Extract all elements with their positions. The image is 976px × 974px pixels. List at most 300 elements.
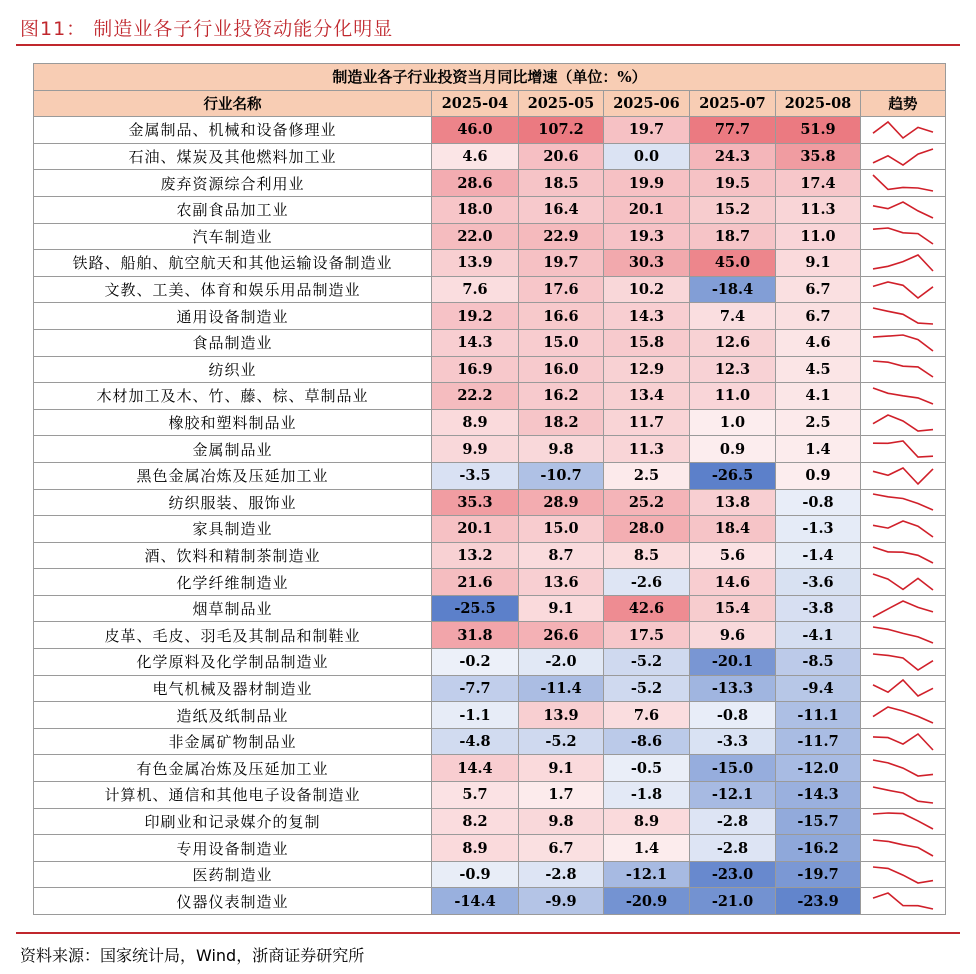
value-cell: -12.1 xyxy=(690,782,776,809)
value-cell: 0.0 xyxy=(604,143,690,170)
value-cell: -0.9 xyxy=(432,861,519,888)
value-cell: -4.8 xyxy=(432,728,519,755)
table-row xyxy=(34,728,946,755)
value-cell: -2.8 xyxy=(690,808,776,835)
value-cell: 18.2 xyxy=(519,409,604,436)
value-cell: 107.2 xyxy=(519,117,604,144)
sparkline-chart xyxy=(871,492,935,512)
value-cell: 26.6 xyxy=(519,622,604,649)
value-cell: 21.6 xyxy=(432,569,519,596)
sparkline-line xyxy=(873,228,933,244)
trend-sparkline xyxy=(861,489,946,516)
value-cell: 14.6 xyxy=(690,569,776,596)
industry-name: 金属制品、机械和设备修理业 xyxy=(34,117,432,144)
value-cell: 6.7 xyxy=(776,276,861,303)
value-cell: 16.0 xyxy=(519,356,604,383)
table-row xyxy=(34,489,946,516)
value-cell: 13.6 xyxy=(519,569,604,596)
trend-sparkline xyxy=(861,383,946,410)
value-cell: 13.2 xyxy=(432,542,519,569)
industry-name: 金属制品业 xyxy=(34,436,432,463)
value-cell: 24.3 xyxy=(690,143,776,170)
industry-name: 废弃资源综合利用业 xyxy=(34,170,432,197)
table-row xyxy=(34,835,946,862)
value-cell: 22.9 xyxy=(519,223,604,250)
value-cell: 17.5 xyxy=(604,622,690,649)
industry-name: 计算机、通信和其他电子设备制造业 xyxy=(34,782,432,809)
sparkline-chart xyxy=(871,120,935,140)
value-cell: 9.8 xyxy=(519,436,604,463)
sparkline-line xyxy=(873,840,933,856)
value-cell: -9.4 xyxy=(776,675,861,702)
value-cell: 19.7 xyxy=(604,117,690,144)
header-month: 2025-07 xyxy=(690,90,776,117)
industry-name: 酒、饮料和精制茶制造业 xyxy=(34,542,432,569)
value-cell: -1.1 xyxy=(432,702,519,729)
value-cell: 2.5 xyxy=(776,409,861,436)
sparkline-chart xyxy=(871,519,935,539)
sparkline-line xyxy=(873,787,933,803)
value-cell: 8.9 xyxy=(604,808,690,835)
table-row xyxy=(34,409,946,436)
value-cell: 8.7 xyxy=(519,542,604,569)
sparkline-chart xyxy=(871,200,935,220)
sparkline-chart xyxy=(871,413,935,433)
trend-sparkline xyxy=(861,409,946,436)
value-cell: 1.0 xyxy=(690,409,776,436)
value-cell: -5.2 xyxy=(519,728,604,755)
industry-name: 皮革、毛皮、羽毛及其制品和制鞋业 xyxy=(34,622,432,649)
value-cell: 13.4 xyxy=(604,383,690,410)
sparkline-chart xyxy=(871,838,935,858)
trend-sparkline xyxy=(861,782,946,809)
value-cell: 10.2 xyxy=(604,276,690,303)
table-row xyxy=(34,356,946,383)
sparkline-chart xyxy=(871,226,935,246)
title-rule xyxy=(16,44,960,46)
value-cell: 13.9 xyxy=(519,702,604,729)
value-cell: 18.4 xyxy=(690,516,776,543)
sparkline-line xyxy=(873,760,933,776)
value-cell: 20.1 xyxy=(604,196,690,223)
value-cell: -3.5 xyxy=(432,462,519,489)
value-cell: 16.6 xyxy=(519,303,604,330)
value-cell: -12.1 xyxy=(604,861,690,888)
sparkline-line xyxy=(873,388,933,404)
value-cell: -1.8 xyxy=(604,782,690,809)
industry-name: 有色金属冶炼及压延加工业 xyxy=(34,755,432,782)
table-row xyxy=(34,143,946,170)
value-cell: -9.9 xyxy=(519,888,604,915)
value-cell: 15.8 xyxy=(604,329,690,356)
value-cell: 16.2 xyxy=(519,383,604,410)
value-cell: 8.9 xyxy=(432,409,519,436)
industry-name: 木材加工及木、竹、藤、棕、草制品业 xyxy=(34,383,432,410)
value-cell: 20.6 xyxy=(519,143,604,170)
value-cell: 19.3 xyxy=(604,223,690,250)
table-row xyxy=(34,755,946,782)
value-cell: 0.9 xyxy=(776,462,861,489)
trend-sparkline xyxy=(861,356,946,383)
sparkline-line xyxy=(873,494,933,510)
sparkline-line xyxy=(873,202,933,218)
sparkline-line xyxy=(873,441,933,457)
value-cell: 1.4 xyxy=(604,835,690,862)
sparkline-line xyxy=(873,361,933,377)
table-row xyxy=(34,569,946,596)
header-month: 2025-05 xyxy=(519,90,604,117)
value-cell: 15.0 xyxy=(519,329,604,356)
industry-name: 文教、工美、体育和娱乐用品制造业 xyxy=(34,276,432,303)
sparkline-line xyxy=(873,601,933,617)
value-cell: 19.5 xyxy=(690,170,776,197)
value-cell: 18.0 xyxy=(432,196,519,223)
trend-sparkline xyxy=(861,755,946,782)
value-cell: 7.4 xyxy=(690,303,776,330)
trend-sparkline xyxy=(861,569,946,596)
table-row xyxy=(34,462,946,489)
sparkline-chart xyxy=(871,599,935,619)
table-row xyxy=(34,782,946,809)
value-cell: -2.0 xyxy=(519,649,604,676)
value-cell: -20.9 xyxy=(604,888,690,915)
value-cell: 28.6 xyxy=(432,170,519,197)
sparkline-chart xyxy=(871,545,935,565)
value-cell: 8.9 xyxy=(432,835,519,862)
value-cell: 8.2 xyxy=(432,808,519,835)
industry-name: 黑色金属冶炼及压延加工业 xyxy=(34,462,432,489)
sparkline-line xyxy=(873,734,933,750)
value-cell: 18.5 xyxy=(519,170,604,197)
table-row xyxy=(34,223,946,250)
industry-name: 医药制造业 xyxy=(34,861,432,888)
value-cell: 17.6 xyxy=(519,276,604,303)
value-cell: 5.6 xyxy=(690,542,776,569)
value-cell: -21.0 xyxy=(690,888,776,915)
value-cell: -12.0 xyxy=(776,755,861,782)
sparkline-chart xyxy=(871,678,935,698)
value-cell: 15.4 xyxy=(690,595,776,622)
value-cell: -11.4 xyxy=(519,675,604,702)
sparkline-chart xyxy=(871,732,935,752)
sparkline-chart xyxy=(871,758,935,778)
sparkline-chart xyxy=(871,280,935,300)
value-cell: 5.7 xyxy=(432,782,519,809)
trend-sparkline xyxy=(861,808,946,835)
sparkline-chart xyxy=(871,333,935,353)
value-cell: -3.3 xyxy=(690,728,776,755)
value-cell: 19.9 xyxy=(604,170,690,197)
header-industry: 行业名称 xyxy=(34,90,432,117)
trend-sparkline xyxy=(861,649,946,676)
trend-sparkline xyxy=(861,888,946,915)
value-cell: 14.3 xyxy=(604,303,690,330)
table-row xyxy=(34,861,946,888)
trend-sparkline xyxy=(861,622,946,649)
value-cell: 12.6 xyxy=(690,329,776,356)
sparkline-chart xyxy=(871,147,935,167)
value-cell: -25.5 xyxy=(432,595,519,622)
value-cell: 4.6 xyxy=(432,143,519,170)
table-row xyxy=(34,516,946,543)
sparkline-line xyxy=(873,175,933,191)
table-row xyxy=(34,383,946,410)
sparkline-line xyxy=(873,547,933,563)
trend-sparkline xyxy=(861,835,946,862)
industry-name: 铁路、船舶、航空航天和其他运输设备制造业 xyxy=(34,250,432,277)
table-row xyxy=(34,250,946,277)
value-cell: 28.9 xyxy=(519,489,604,516)
industry-name: 石油、煤炭及其他燃料加工业 xyxy=(34,143,432,170)
value-cell: -16.2 xyxy=(776,835,861,862)
value-cell: 6.7 xyxy=(776,303,861,330)
sparkline-line xyxy=(873,574,933,590)
sparkline-chart xyxy=(871,466,935,486)
value-cell: 15.0 xyxy=(519,516,604,543)
trend-sparkline xyxy=(861,303,946,330)
trend-sparkline xyxy=(861,702,946,729)
table-row xyxy=(34,888,946,915)
value-cell: -0.2 xyxy=(432,649,519,676)
sparkline-line xyxy=(873,867,933,883)
value-cell: 9.8 xyxy=(519,808,604,835)
industry-name: 仪器仪表制造业 xyxy=(34,888,432,915)
source-note: 资料来源：国家统计局，Wind，浙商证券研究所 xyxy=(20,946,365,965)
table-caption: 制造业各子行业投资当月同比增速（单位：%） xyxy=(34,64,946,91)
trend-sparkline xyxy=(861,436,946,463)
value-cell: 11.7 xyxy=(604,409,690,436)
value-cell: -0.5 xyxy=(604,755,690,782)
sparkline-line xyxy=(873,255,933,271)
table-row xyxy=(34,276,946,303)
value-cell: 11.0 xyxy=(690,383,776,410)
value-cell: -2.8 xyxy=(690,835,776,862)
industry-name: 电气机械及器材制造业 xyxy=(34,675,432,702)
value-cell: 77.7 xyxy=(690,117,776,144)
table-row xyxy=(34,595,946,622)
value-cell: 51.9 xyxy=(776,117,861,144)
sparkline-line xyxy=(873,813,933,829)
sparkline-line xyxy=(873,415,933,431)
value-cell: 13.9 xyxy=(432,250,519,277)
table-row xyxy=(34,675,946,702)
value-cell: -23.9 xyxy=(776,888,861,915)
value-cell: -0.8 xyxy=(776,489,861,516)
industry-name: 通用设备制造业 xyxy=(34,303,432,330)
value-cell: 20.1 xyxy=(432,516,519,543)
value-cell: -2.6 xyxy=(604,569,690,596)
sparkline-line xyxy=(873,122,933,138)
trend-sparkline xyxy=(861,516,946,543)
trend-sparkline xyxy=(861,595,946,622)
industry-name: 化学纤维制造业 xyxy=(34,569,432,596)
trend-sparkline xyxy=(861,675,946,702)
trend-sparkline xyxy=(861,117,946,144)
trend-sparkline xyxy=(861,542,946,569)
value-cell: 28.0 xyxy=(604,516,690,543)
value-cell: 1.7 xyxy=(519,782,604,809)
value-cell: -7.7 xyxy=(432,675,519,702)
sparkline-line xyxy=(873,680,933,696)
sparkline-chart xyxy=(871,705,935,725)
value-cell: 4.1 xyxy=(776,383,861,410)
value-cell: 30.3 xyxy=(604,250,690,277)
value-cell: 9.9 xyxy=(432,436,519,463)
sparkline-chart xyxy=(871,359,935,379)
industry-name: 造纸及纸制品业 xyxy=(34,702,432,729)
value-cell: 25.2 xyxy=(604,489,690,516)
sparkline-chart xyxy=(871,439,935,459)
sparkline-chart xyxy=(871,173,935,193)
table-row xyxy=(34,808,946,835)
industry-name: 专用设备制造业 xyxy=(34,835,432,862)
trend-sparkline xyxy=(861,196,946,223)
value-cell: -11.7 xyxy=(776,728,861,755)
value-cell: -0.8 xyxy=(690,702,776,729)
table-row xyxy=(34,196,946,223)
value-cell: -10.7 xyxy=(519,462,604,489)
table-row xyxy=(34,542,946,569)
header-month: 2025-08 xyxy=(776,90,861,117)
value-cell: -3.8 xyxy=(776,595,861,622)
header-row xyxy=(34,90,946,117)
value-cell: 16.4 xyxy=(519,196,604,223)
value-cell: 14.3 xyxy=(432,329,519,356)
footer-rule xyxy=(16,932,960,934)
trend-sparkline xyxy=(861,276,946,303)
table-body xyxy=(34,117,946,915)
industry-name: 非金属矿物制品业 xyxy=(34,728,432,755)
value-cell: -20.1 xyxy=(690,649,776,676)
industry-name: 化学原料及化学制品制造业 xyxy=(34,649,432,676)
value-cell: 4.6 xyxy=(776,329,861,356)
table-row xyxy=(34,649,946,676)
figure-title: 图11： 制造业各子行业投资动能分化明显 xyxy=(20,18,394,40)
sparkline-line xyxy=(873,468,933,484)
sparkline-chart xyxy=(871,306,935,326)
trend-sparkline xyxy=(861,250,946,277)
table-row xyxy=(34,303,946,330)
value-cell: 42.6 xyxy=(604,595,690,622)
value-cell: 8.5 xyxy=(604,542,690,569)
value-cell: -13.3 xyxy=(690,675,776,702)
value-cell: 9.1 xyxy=(776,250,861,277)
value-cell: 1.4 xyxy=(776,436,861,463)
value-cell: -5.2 xyxy=(604,675,690,702)
value-cell: -19.7 xyxy=(776,861,861,888)
sparkline-chart xyxy=(871,865,935,885)
value-cell: 31.8 xyxy=(432,622,519,649)
table-row xyxy=(34,170,946,197)
value-cell: 9.6 xyxy=(690,622,776,649)
value-cell: 17.4 xyxy=(776,170,861,197)
sparkline-line xyxy=(873,521,933,537)
sparkline-chart xyxy=(871,785,935,805)
sparkline-chart xyxy=(871,652,935,672)
table-row xyxy=(34,117,946,144)
value-cell: 0.9 xyxy=(690,436,776,463)
industry-name: 汽车制造业 xyxy=(34,223,432,250)
table-row xyxy=(34,436,946,463)
table-row xyxy=(34,329,946,356)
value-cell: -26.5 xyxy=(690,462,776,489)
trend-sparkline xyxy=(861,861,946,888)
trend-sparkline xyxy=(861,329,946,356)
industry-name: 印刷业和记录媒介的复制 xyxy=(34,808,432,835)
value-cell: 45.0 xyxy=(690,250,776,277)
value-cell: 11.3 xyxy=(604,436,690,463)
value-cell: -11.1 xyxy=(776,702,861,729)
industry-name: 纺织业 xyxy=(34,356,432,383)
trend-sparkline xyxy=(861,462,946,489)
value-cell: 13.8 xyxy=(690,489,776,516)
value-cell: 4.5 xyxy=(776,356,861,383)
investment-table xyxy=(33,63,946,915)
sparkline-line xyxy=(873,893,933,909)
industry-name: 农副食品加工业 xyxy=(34,196,432,223)
trend-sparkline xyxy=(861,170,946,197)
sparkline-chart xyxy=(871,572,935,592)
table-row xyxy=(34,702,946,729)
value-cell: 19.7 xyxy=(519,250,604,277)
value-cell: 18.7 xyxy=(690,223,776,250)
sparkline-line xyxy=(873,335,933,351)
value-cell: 12.3 xyxy=(690,356,776,383)
sparkline-line xyxy=(873,654,933,670)
value-cell: 7.6 xyxy=(604,702,690,729)
sparkline-chart xyxy=(871,811,935,831)
value-cell: 35.3 xyxy=(432,489,519,516)
header-trend: 趋势 xyxy=(861,90,946,117)
sparkline-chart xyxy=(871,386,935,406)
industry-name: 食品制造业 xyxy=(34,329,432,356)
value-cell: 19.2 xyxy=(432,303,519,330)
industry-name: 纺织服装、服饰业 xyxy=(34,489,432,516)
header-month: 2025-06 xyxy=(604,90,690,117)
value-cell: 11.3 xyxy=(776,196,861,223)
sparkline-line xyxy=(873,149,933,165)
value-cell: -8.5 xyxy=(776,649,861,676)
sparkline-line xyxy=(873,282,933,298)
value-cell: -1.4 xyxy=(776,542,861,569)
industry-name: 烟草制品业 xyxy=(34,595,432,622)
value-cell: -1.3 xyxy=(776,516,861,543)
value-cell: 9.1 xyxy=(519,755,604,782)
value-cell: 9.1 xyxy=(519,595,604,622)
value-cell: 12.9 xyxy=(604,356,690,383)
sparkline-line xyxy=(873,707,933,723)
trend-sparkline xyxy=(861,143,946,170)
value-cell: -14.3 xyxy=(776,782,861,809)
industry-name: 橡胶和塑料制品业 xyxy=(34,409,432,436)
value-cell: -23.0 xyxy=(690,861,776,888)
table-row xyxy=(34,622,946,649)
value-cell: -15.0 xyxy=(690,755,776,782)
header-month: 2025-04 xyxy=(432,90,519,117)
value-cell: 14.4 xyxy=(432,755,519,782)
value-cell: 15.2 xyxy=(690,196,776,223)
value-cell: 35.8 xyxy=(776,143,861,170)
industry-name: 家具制造业 xyxy=(34,516,432,543)
sparkline-line xyxy=(873,308,933,324)
value-cell: -4.1 xyxy=(776,622,861,649)
value-cell: 22.0 xyxy=(432,223,519,250)
sparkline-chart xyxy=(871,625,935,645)
value-cell: 16.9 xyxy=(432,356,519,383)
trend-sparkline xyxy=(861,728,946,755)
value-cell: -8.6 xyxy=(604,728,690,755)
value-cell: -14.4 xyxy=(432,888,519,915)
